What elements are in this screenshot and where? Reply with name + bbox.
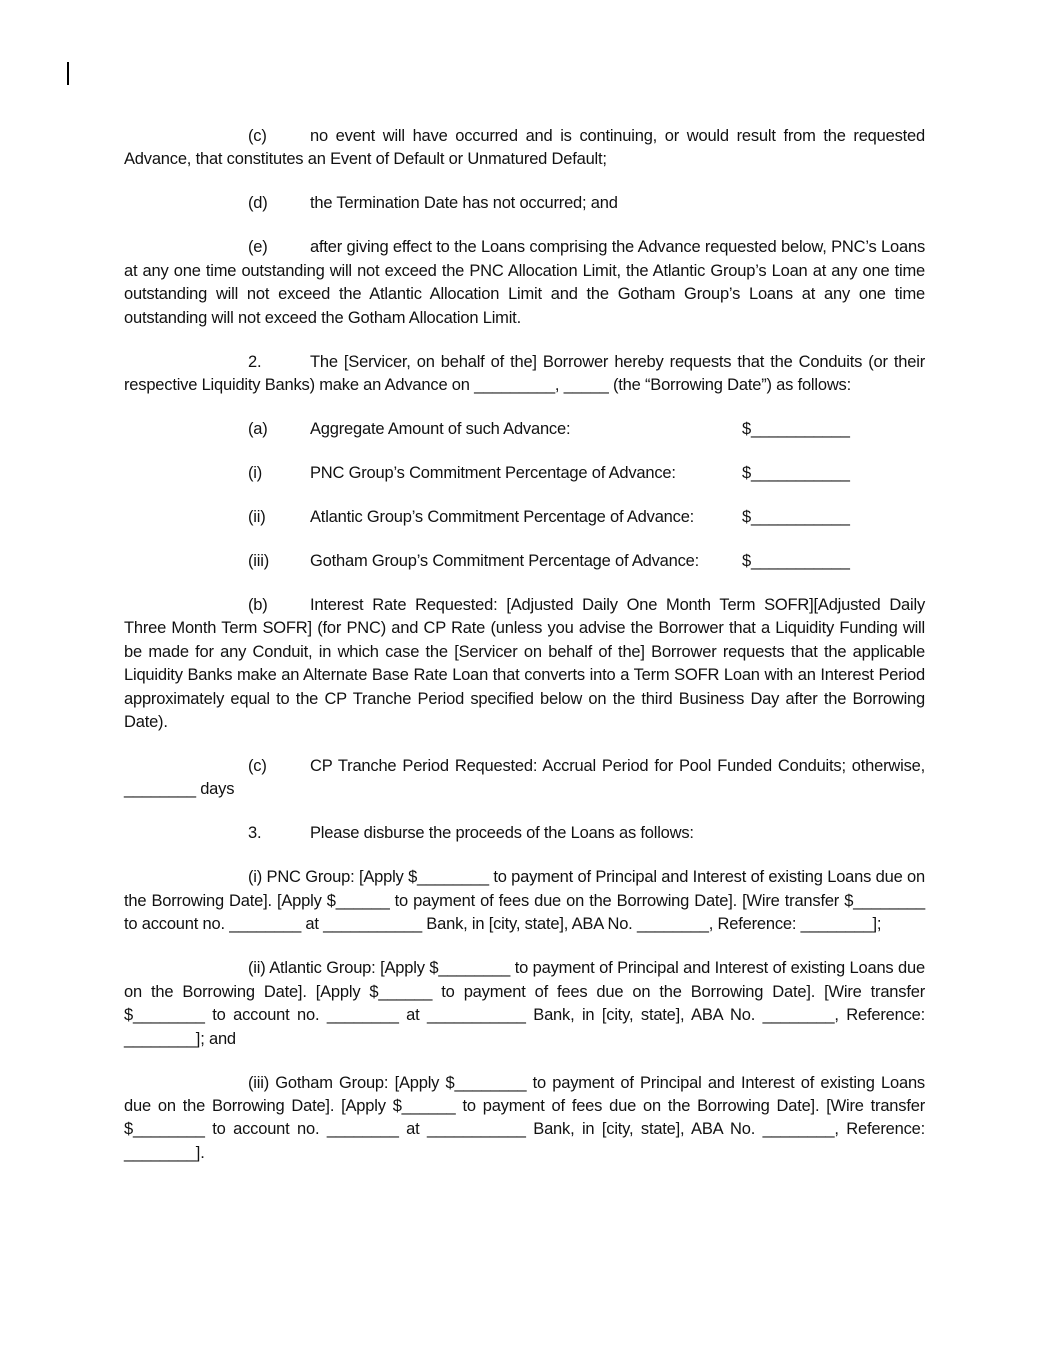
item-text: Atlantic Group’s Commitment Percentage of Advance: [310,508,695,527]
item-text: The [Servicer, on behalf of the] Borrower hereby requests that the Conduits (or their respective Liquidity Banks) make an Advance on _________, _____ (the “Borrowing Date”) as follows: [124,352,925,395]
item-label: (ii) [248,508,266,527]
condition-e [124,236,925,330]
item-label: (iii) [248,552,269,571]
item-label: (c) [248,757,267,776]
item-text: no event will have occurred and is continuing, or would result from the requested Advance, that constitutes an Event of Default or Unmatured Default; [124,127,925,169]
item-label: (a) [248,420,268,439]
amount-row [248,418,925,441]
item-label: (b) [248,596,268,615]
condition-d [124,192,925,215]
section-2 [124,351,925,398]
item-label: (d) [248,194,268,213]
item-text: Interest Rate Requested: [Adjusted Daily One Month Term SOFR][Adjusted Daily Three Month Term SOFR] (for PNC) and CP Rate (unless you advise the Borrower that a Liquidity Funding will be made for any Conduit, in which case the [Servicer on behalf of the] Borrower requests that the applicable Liquidity Banks make an Alternate Base Rate Loan that converts into a Term SOFR Loan with an Interest Period approximately equal to the CP Tranche Period specified below on the third Business Day after the Borrowing Date). [124,596,925,732]
condition-c [124,125,925,172]
amount-blank: $___________ [742,464,850,483]
section-3 [124,822,925,845]
item-text: Please disburse the proceeds of the Loans as follows: [310,824,694,843]
interest-rate [124,594,925,734]
amount-row [248,506,925,529]
cp-tranche [124,755,925,802]
amount-blank: $___________ [742,508,850,527]
disbursement-gotham: (iii) Gotham Group: [Apply $________ to payment of Principal and Interest of existing Loans due on the Borrowing Date]. [Apply $______ to payment of fees due on the Borrowing Date]. [Wire transfer $________ to account no. ________ at ___________ Bank, in [city, state], ABA No. ________, Reference: ________]. [124,1073,925,1162]
disbursement-pnc: (i) PNC Group: [Apply $________ to payment of Principal and Interest of existing Loans due on the Borrowing Date]. [Apply $______ to payment of fees due on the Borrowing Date]. [Wire transfer $________ to account no. ________ at ___________ Bank, in [city, state], ABA No. ________, Reference: ________]; [124,868,925,934]
item-text: after giving effect to the Loans comprising the Advance requested below, PNC’s Loans at any one time outstanding will not exceed the PNC Allocation Limit, the Atlantic Group’s Loan at any one time outstanding will not exceed the Atlantic Allocation Limit and the Gotham Group’s Loans at any one time outstanding will not exceed the Gotham Allocation Limit. [124,238,925,327]
amount-row [248,550,925,573]
text-cursor [67,62,69,85]
document-page [124,125,925,1186]
item-text: the Termination Date has not occurred; and [310,194,618,213]
disbursement-atlantic: (ii) Atlantic Group: [Apply $________ to payment of Principal and Interest of existing Loans due on the Borrowing Date]. [Apply $______ to payment of fees due on the Borrowing Date]. [Wire transfer $________ to account no. ________ at ___________ Bank, in [city, state], ABA No. ________, Reference: ________]; and [124,959,925,1048]
item-text: CP Tranche Period Requested: Accrual Period for Pool Funded Conduits; otherwise, ________ days [124,757,925,799]
amount-blank: $___________ [742,420,850,439]
amount-row [248,462,925,485]
item-label: (i) [248,464,263,483]
item-label: (e) [248,238,268,257]
item-label: 2. [248,352,262,371]
item-label: (c) [248,127,267,145]
item-text: PNC Group’s Commitment Percentage of Advance: [310,464,676,483]
amount-blank: $___________ [742,552,850,571]
item-label: 3. [248,824,262,843]
item-text: Aggregate Amount of such Advance: [310,420,571,439]
item-text: Gotham Group’s Commitment Percentage of Advance: [310,552,700,571]
